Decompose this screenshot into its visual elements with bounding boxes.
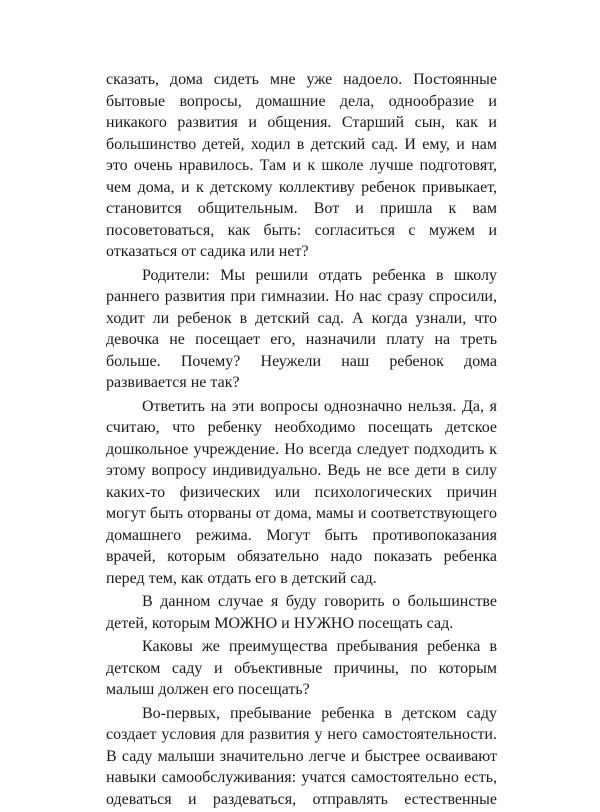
paragraph-2: Родители: Мы решили отдать ребенка в школу раннего развития при гимназии. Но нас сразу спросили, ходит ли ребенок в детский сад. А когда узнали, что девочка не посещает его, назначили плату на треть больше. Почему? Неужели наш ребенок дома развивается не так?	[106, 266, 497, 391]
paragraph-1: сказать, дома сидеть мне уже надоело. Постоянные бытовые вопросы, домашние дела, однообразие и никакого развития и общения. Старший сын, как и большинство детей, ходил в детский сад. И ему, и нам это очень нравилось. Там и к школе лучше подготовят, чем дома, и к детскому коллективу ребенок привыкает, становится общительным. Вот и пришла к вам посоветоваться, как быть: согласиться с мужем и отказаться от садика или нет?	[106, 71, 497, 260]
page-text	[106, 69, 497, 812]
paragraph-6: Во-первых, пребывание ребенка в детском саду создает условия для развития у него самостоятельности. В саду малыши значительно легче и быстрее осваивают навыки самообслуживания: учатся самостоятельно есть, одеваться и раздеваться, отправлять естественные	[106, 704, 497, 808]
paragraph-4: В данном случае я буду говорить о большинстве детей, которым МОЖНО и НУЖНО посещать сад.	[106, 593, 497, 632]
paragraph-5: Каковы же преимущества пребывания ребенка в детском саду и объективные причины, по которым малыш должен его посещать?	[106, 638, 497, 698]
paragraph-3: Ответить на эти вопросы однозначно нельзя. Да, я считаю, что ребенку необходимо посещать детское дошкольное учреждение. Но всегда следует подходить к этому вопросу индивидуально. Ведь не все дети в силу каких-то физических или психологических причин могут быть оторваны от дома, мамы и соответствующего домашнего режима. Могут быть противопоказания врачей, которым обязательно надо показать ребенка перед тем, как отдать его в детский сад.	[106, 397, 497, 587]
